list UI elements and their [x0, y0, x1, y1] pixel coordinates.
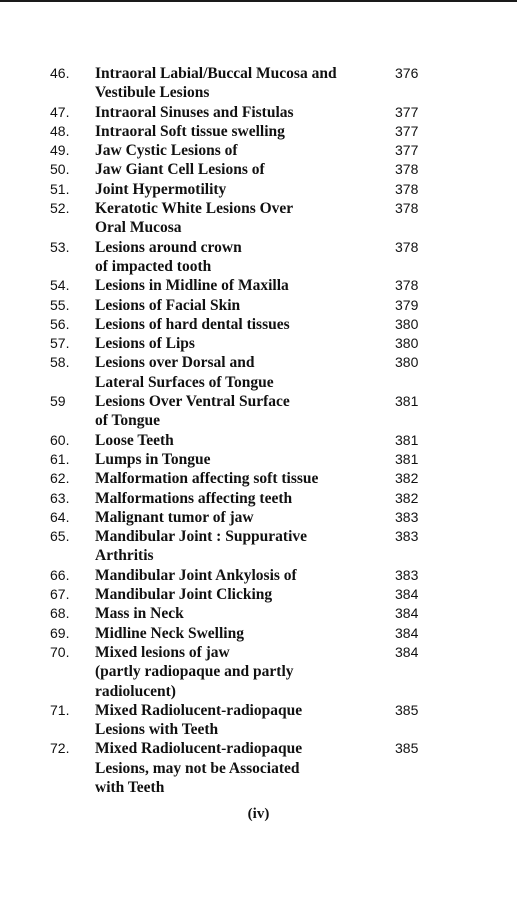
entry-title: Mandibular Joint Clicking	[95, 586, 273, 604]
entry-title: Jaw Cystic Lesions of	[95, 142, 238, 160]
entry-title: Midline Neck Swelling	[95, 624, 244, 642]
entry-number: 48.	[50, 122, 70, 139]
toc-entry	[0, 276, 517, 295]
entry-title: Mixed lesions of jaw (partly radiopaque and partly radiolucent)	[95, 643, 294, 700]
entry-page-number: 383	[395, 566, 419, 583]
entry-page-number: 378	[395, 161, 419, 178]
toc-entry	[0, 160, 517, 179]
entry-number: 63.	[50, 489, 70, 506]
entry-page-number: 380	[395, 335, 419, 352]
entry-title: Lesions of Lips	[95, 335, 195, 353]
toc-entry	[0, 141, 517, 160]
entry-number: 49.	[50, 142, 70, 159]
entry-title: Malformation affecting soft tissue	[95, 470, 319, 488]
entry-number: 50.	[50, 161, 70, 178]
entry-title: Mixed Radiolucent-radiopaque Lesions with Teeth	[95, 701, 303, 739]
entry-number: 53.	[50, 238, 70, 255]
entry-number: 54.	[50, 277, 70, 294]
entry-number: 61.	[50, 450, 70, 467]
entry-title: Loose Teeth	[95, 431, 174, 449]
entry-title: Mandibular Joint : Suppurative Arthritis	[95, 528, 308, 565]
entry-title: Lesions in Midline of Maxilla	[95, 277, 289, 295]
entry-title: Jaw Giant Cell Lesions of	[95, 161, 265, 179]
entry-title: Keratotic White Lesions Over Oral Mucosa	[95, 200, 294, 237]
entry-title: Lesions of Facial Skin	[95, 296, 241, 314]
entry-number: 70.	[50, 643, 70, 660]
entry-number: 51.	[50, 180, 70, 197]
entry-page-number: 384	[395, 605, 419, 622]
entry-number: 47.	[50, 103, 70, 120]
toc-entry	[0, 469, 517, 488]
entry-number: 69.	[50, 624, 70, 641]
toc-entry	[0, 334, 517, 353]
toc-entry	[0, 315, 517, 334]
toc-entry	[0, 701, 517, 740]
entry-page-number: 379	[395, 296, 419, 313]
entry-page-number: 376	[395, 65, 419, 81]
entry-page-number: 383	[395, 508, 419, 525]
entry-number: 59	[50, 393, 66, 410]
entry-page-number: 383	[395, 528, 419, 545]
page-folio: (iv)	[247, 806, 270, 822]
entry-page-number: 381	[395, 431, 419, 448]
toc-entry	[0, 296, 517, 315]
entry-number: 46.	[50, 65, 70, 81]
entry-page-number: 377	[395, 103, 419, 120]
entry-page-number: 377	[395, 142, 419, 159]
toc-entry	[0, 489, 517, 508]
toc-entry	[0, 643, 517, 701]
toc-entry	[0, 527, 517, 566]
entry-number: 64.	[50, 508, 70, 525]
toc-entry	[0, 604, 517, 623]
table-of-contents	[0, 64, 517, 797]
entry-page-number: 378	[395, 180, 419, 197]
entry-page-number: 378	[395, 200, 419, 217]
toc-entry	[0, 353, 517, 392]
entry-page-number: 382	[395, 489, 419, 506]
toc-entry	[0, 64, 517, 103]
entry-title: Intraoral Labial/Buccal Mucosa and Vestibule Lesions	[95, 65, 337, 102]
entry-number: 52.	[50, 200, 70, 217]
entry-title: Joint Hypermotility	[95, 180, 227, 198]
entry-number: 55.	[50, 296, 70, 313]
entry-title: Lesions of hard dental tissues	[95, 315, 290, 333]
entry-page-number: 380	[395, 315, 419, 332]
entry-page-number: 384	[395, 643, 419, 660]
toc-entry	[0, 624, 517, 643]
entry-page-number: 378	[395, 277, 419, 294]
entry-page-number: 384	[395, 586, 419, 603]
entry-page-number: 382	[395, 470, 419, 487]
entry-title: Lesions around crown of impacted tooth	[95, 238, 242, 275]
toc-entry	[0, 392, 517, 431]
toc-entry	[0, 238, 517, 277]
toc-entry	[0, 450, 517, 469]
toc-entry	[0, 122, 517, 141]
entry-number: 65.	[50, 528, 70, 545]
toc-entry	[0, 431, 517, 450]
entry-number: 68.	[50, 605, 70, 622]
toc-entry	[0, 180, 517, 199]
toc-entry	[0, 103, 517, 122]
toc-entry	[0, 566, 517, 585]
entry-number: 71.	[50, 701, 70, 718]
entry-page-number: 385	[395, 740, 419, 757]
entry-title: Lumps in Tongue	[95, 450, 211, 468]
entry-page-number: 384	[395, 624, 419, 641]
entry-page-number: 380	[395, 354, 419, 371]
entry-title: Intraoral Soft tissue swelling	[95, 122, 285, 140]
entry-number: 66.	[50, 566, 70, 583]
toc-entry	[0, 739, 517, 797]
entry-number: 56.	[50, 315, 70, 332]
entry-page-number: 381	[395, 393, 419, 410]
entry-title: Mixed Radiolucent-radiopaque Lesions, may not be Associated with Teeth	[95, 740, 303, 796]
top-border	[0, 0, 517, 2]
toc-entry	[0, 199, 517, 238]
entry-number: 58.	[50, 354, 70, 371]
entry-title: Lesions Over Ventral Surface of Tongue	[95, 393, 290, 430]
entry-number: 72.	[50, 740, 70, 757]
entry-number: 57.	[50, 335, 70, 352]
entry-number: 60.	[50, 431, 70, 448]
entry-title: Lesions over Dorsal and Lateral Surfaces of Tongue	[95, 354, 274, 391]
entry-number: 62.	[50, 470, 70, 487]
toc-entry	[0, 508, 517, 527]
toc-entry	[0, 585, 517, 604]
entry-page-number: 381	[395, 450, 419, 467]
entry-page-number: 385	[395, 701, 419, 718]
entry-title: Malformations affecting teeth	[95, 489, 293, 507]
entry-number: 67.	[50, 586, 70, 603]
entry-title: Intraoral Sinuses and Fistulas	[95, 103, 294, 121]
entry-page-number: 377	[395, 122, 419, 139]
entry-title: Mass in Neck	[95, 605, 184, 623]
entry-title: Mandibular Joint Ankylosis of	[95, 566, 297, 584]
entry-title: Malignant tumor of jaw	[95, 508, 254, 526]
entry-page-number: 378	[395, 238, 419, 255]
